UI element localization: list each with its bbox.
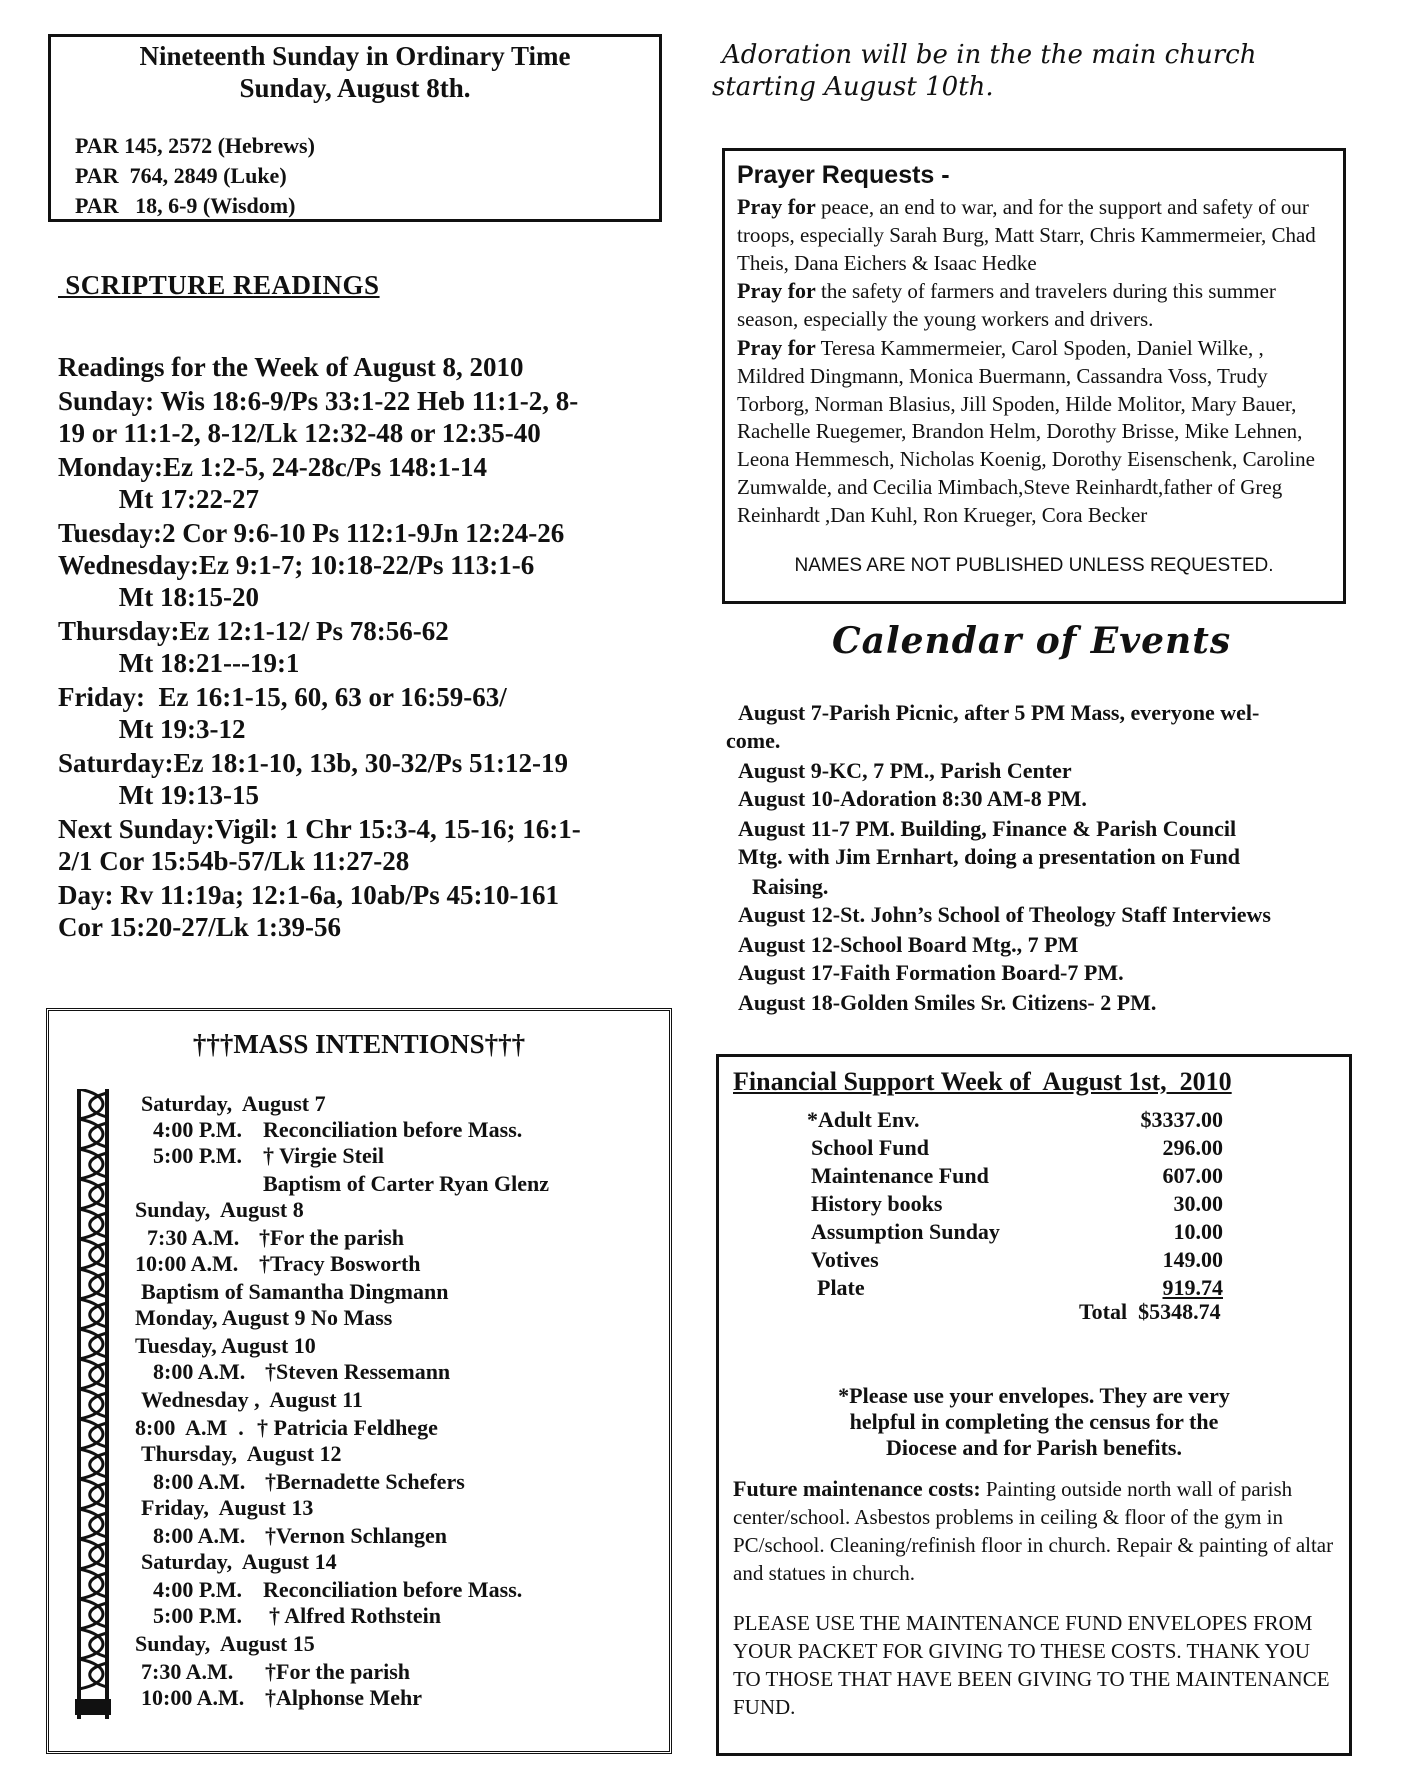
mass-intention-line: 8:00 A.M. [153, 1469, 246, 1494]
pray-for-label: Pray for [737, 334, 816, 360]
scripture-line: Mt 17:22-27 [58, 484, 259, 514]
mass-intentions-box [46, 1008, 672, 1754]
mass-intention-line: †Steven Ressemann [265, 1359, 451, 1384]
mass-intention-line: †Alphonse Mehr [265, 1685, 423, 1710]
mass-intention-line: † Virgie Steil [263, 1143, 384, 1168]
scripture-line: 19 or 11:1-2, 8-12/Lk 12:32-48 or 12:35-40 [58, 418, 541, 448]
calendar-event: Raising. [752, 874, 829, 899]
financial-amount: 10.00 [1173, 1219, 1223, 1244]
future-maintenance [733, 1475, 1339, 1587]
financial-amount: 919.74 [1162, 1275, 1223, 1300]
financial-label: *Adult Env. [807, 1107, 920, 1132]
scripture-line: Monday:Ez 1:2-5, 24-28c/Ps 148:1-14 [58, 452, 487, 482]
financial-label: School Fund [811, 1135, 929, 1160]
mass-intention-line: 4:00 P.M. [153, 1117, 243, 1142]
mass-intention-line: 5:00 P.M. [153, 1143, 243, 1168]
scripture-line: Mt 19:3-12 [58, 714, 246, 744]
future-text: Painting outside north wall of parish center/school. Asbestos problems in ceiling & floor of the gym in PC/school. Cleaning/refinish floor in church. Repair & painting of altar and statues in church. [733, 1477, 1334, 1585]
financial-label: Assumption Sunday [811, 1219, 1000, 1244]
mass-intention-line: 5:00 P.M. [153, 1603, 243, 1628]
calendar-event: August 10-Adoration 8:30 AM-8 PM. [738, 786, 1087, 811]
scripture-line: Day: Rv 11:19a; 12:1-6a, 10ab/Ps 45:10-161 [58, 880, 559, 910]
adoration-note: Adoration will be in the the main church [722, 40, 1257, 70]
financial-label: Plate [817, 1275, 865, 1300]
mass-intention-line: † Patricia Feldhege [257, 1415, 438, 1440]
envelope-note-line: helpful in completing the census for the [849, 1409, 1219, 1434]
scripture-line: Sunday: Wis 18:6-9/Ps 33:1-22 Heb 11:1-2, 8- [58, 386, 579, 416]
mass-intention-line: †Bernadette Schefers [265, 1469, 465, 1494]
calendar-event: Mtg. with Jim Ernhart, doing a presentation on Fund [738, 844, 1240, 869]
mass-intention-line: 7:30 A.M. [141, 1659, 234, 1684]
mass-intention-line: † Alfred Rothstein [269, 1603, 441, 1628]
calendar-event: August 7-Parish Picnic, after 5 PM Mass, everyone wel- [738, 700, 1260, 725]
scripture-line: Saturday:Ez 18:1-10, 13b, 30-32/Ps 51:12-19 [58, 748, 568, 778]
scripture-line: 2/1 Cor 15:54b-57/Lk 11:27-28 [58, 846, 410, 876]
pray-for-label: Pray for [737, 194, 816, 219]
prayer-requests-title: Prayer Requests - [737, 161, 950, 189]
financial-title: Financial Support Week of August 1st, 2010 [733, 1067, 1232, 1096]
calendar-event: August 11-7 PM. Building, Finance & Parish Council [738, 816, 1237, 841]
mass-intention-line: Monday, August 9 No Mass [135, 1305, 393, 1330]
scripture-line: Readings for the Week of August 8, 2010 [58, 352, 524, 382]
maintenance-fund-note: PLEASE USE THE MAINTENANCE FUND ENVELOPES FROM YOUR PACKET FOR GIVING TO THESE COSTS. THANK YOU TO THOSE THAT HAVE BEEN GIVING TO THE MAINTENANCE FUND. [733, 1611, 1330, 1719]
mass-intention-line: Saturday, August 14 [141, 1549, 337, 1574]
rope-border-icon [71, 1089, 115, 1719]
pray-for-label: Pray for [737, 278, 816, 304]
mass-intention-line: 10:00 A.M. [141, 1685, 245, 1710]
envelope-note-line: *Please use your envelopes. They are very [838, 1383, 1230, 1408]
mass-intention-line: Thursday, August 12 [141, 1441, 342, 1466]
header-title: Nineteenth Sunday in Ordinary Time [139, 41, 571, 71]
scripture-line: Wednesday:Ez 9:1-7; 10:18-22/Ps 113:1-6 [58, 550, 535, 580]
mass-intention-line: 10:00 A.M. [135, 1251, 239, 1276]
scripture-line: Tuesday:2 Cor 9:6-10 Ps 112:1-9Jn 12:24-26 [58, 518, 565, 548]
mass-intention-line: 8:00 A.M . [135, 1415, 244, 1440]
mass-intention-line: 8:00 A.M. [153, 1359, 246, 1384]
calendar-event: August 9-KC, 7 PM., Parish Center [738, 758, 1072, 783]
par-line: PAR 764, 2849 (Luke) [75, 163, 287, 188]
envelope-note [719, 1383, 1349, 1461]
mass-intention-line: 4:00 P.M. [153, 1577, 243, 1602]
financial-label: History books [811, 1191, 943, 1216]
scripture-line: Friday: Ez 16:1-15, 60, 63 or 16:59-63/ [58, 682, 507, 712]
par-line: PAR 145, 2572 (Hebrews) [75, 133, 315, 158]
mass-intention-line: 7:30 A.M. [147, 1225, 240, 1250]
mass-intention-line: Reconciliation before Mass. [263, 1577, 523, 1602]
mass-intention-line: Sunday, August 15 [135, 1631, 315, 1656]
adoration-note: starting August 10th. [712, 72, 994, 102]
financial-amount: 30.00 [1173, 1191, 1223, 1216]
scripture-line: Cor 15:20-27/Lk 1:39-56 [58, 912, 341, 942]
scripture-title: SCRIPTURE READINGS [58, 270, 380, 300]
prayer-request: Teresa Kammermeier, Carol Spoden, Daniel Wilke, , Mildred Dingmann, Monica Buermann, Cassandra Voss, Trudy Torborg, Norman Blasius, Jill Spoden, Hilde Molitor, Mary Bauer, Rachelle Ruegemer, Brandon Helm, Dorothy Brisse, Mike Lehnen, Leona Hemmesch, Nicholas Koenig, Dorothy Eisenschenk, Caroline Zumwalde, and Cecilia Mimbach,Steve Reinhardt,father of Greg Reinhardt ,Dan Kuhl, Ron Krueger, Cora Becker [737, 335, 1315, 527]
envelope-note-line: Diocese and for Parish benefits. [886, 1435, 1182, 1460]
mass-intention-line: †Vernon Schlangen [265, 1523, 447, 1548]
future-label: Future maintenance costs: [733, 1476, 981, 1501]
calendar-event: come. [726, 728, 781, 753]
mass-intention-line: †Tracy Bosworth [259, 1251, 421, 1276]
prayer-request: the safety of farmers and travelers during this summer season, especially the young workers and drivers. [737, 279, 1276, 332]
calendar-event: August 18-Golden Smiles Sr. Citizens- 2 PM. [738, 990, 1157, 1015]
mass-intention-line: Wednesday , August 11 [141, 1387, 363, 1412]
prayer-requests-box [722, 148, 1346, 604]
calendar-event: August 12-St. John’s School of Theology Staff Interviews [738, 902, 1271, 927]
mass-intention-line: Sunday, August 8 [135, 1197, 304, 1222]
mass-intentions-title: †††MASS INTENTIONS††† [192, 1029, 526, 1059]
financial-support-box [716, 1054, 1352, 1756]
mass-intention-line: 8:00 A.M. [153, 1523, 246, 1548]
mass-intention-line: Friday, August 13 [141, 1495, 314, 1520]
financial-label: Votives [811, 1247, 879, 1272]
prayer-requests-text [737, 193, 1333, 530]
mass-intention-line: Saturday, August 7 [141, 1091, 326, 1116]
prayer-request: peace, an end to war, and for the support and safety of our troops, especially Sarah Burg, Matt Starr, Chris Kammermeier, Chad Theis, Dana Eichers & Isaac Hedke [737, 195, 1316, 275]
scripture-line: Mt 18:15-20 [58, 582, 259, 612]
mass-intention-line: Baptism of Carter Ryan Glenz [263, 1171, 550, 1196]
scripture-line: Thursday:Ez 12:1-12/ Ps 78:56-62 [58, 616, 449, 646]
financial-amount: 149.00 [1162, 1247, 1223, 1272]
mass-intention-line: †For the parish [259, 1225, 405, 1250]
mass-intention-line: Tuesday, August 10 [135, 1333, 316, 1358]
scripture-line: Mt 19:13-15 [58, 780, 259, 810]
mass-intention-line: Baptism of Samantha Dingmann [141, 1279, 449, 1304]
calendar-event: August 17-Faith Formation Board-7 PM. [738, 960, 1124, 985]
calendar-event: August 12-School Board Mtg., 7 PM [738, 932, 1079, 957]
scripture-line: Next Sunday:Vigil: 1 Chr 15:3-4, 15-16; 16:1- [58, 814, 581, 844]
scripture-line: Mt 18:21---19:1 [58, 648, 300, 678]
header-date: Sunday, August 8th. [239, 73, 471, 103]
par-line: PAR 18, 6-9 (Wisdom) [75, 193, 296, 218]
calendar-title: Calendar of Events [832, 620, 1232, 662]
financial-total: Total $5348.74 [1079, 1299, 1221, 1324]
financial-amount: $3337.00 [1140, 1107, 1223, 1132]
financial-amount: 607.00 [1162, 1163, 1223, 1188]
financial-label: Maintenance Fund [811, 1163, 989, 1188]
mass-intention-line: †For the parish [265, 1659, 411, 1684]
header-box [48, 34, 662, 222]
mass-intention-line: Reconciliation before Mass. [263, 1117, 523, 1142]
financial-amount: 296.00 [1162, 1135, 1223, 1160]
prayer-note: NAMES ARE NOT PUBLISHED UNLESS REQUESTED. [794, 555, 1274, 576]
